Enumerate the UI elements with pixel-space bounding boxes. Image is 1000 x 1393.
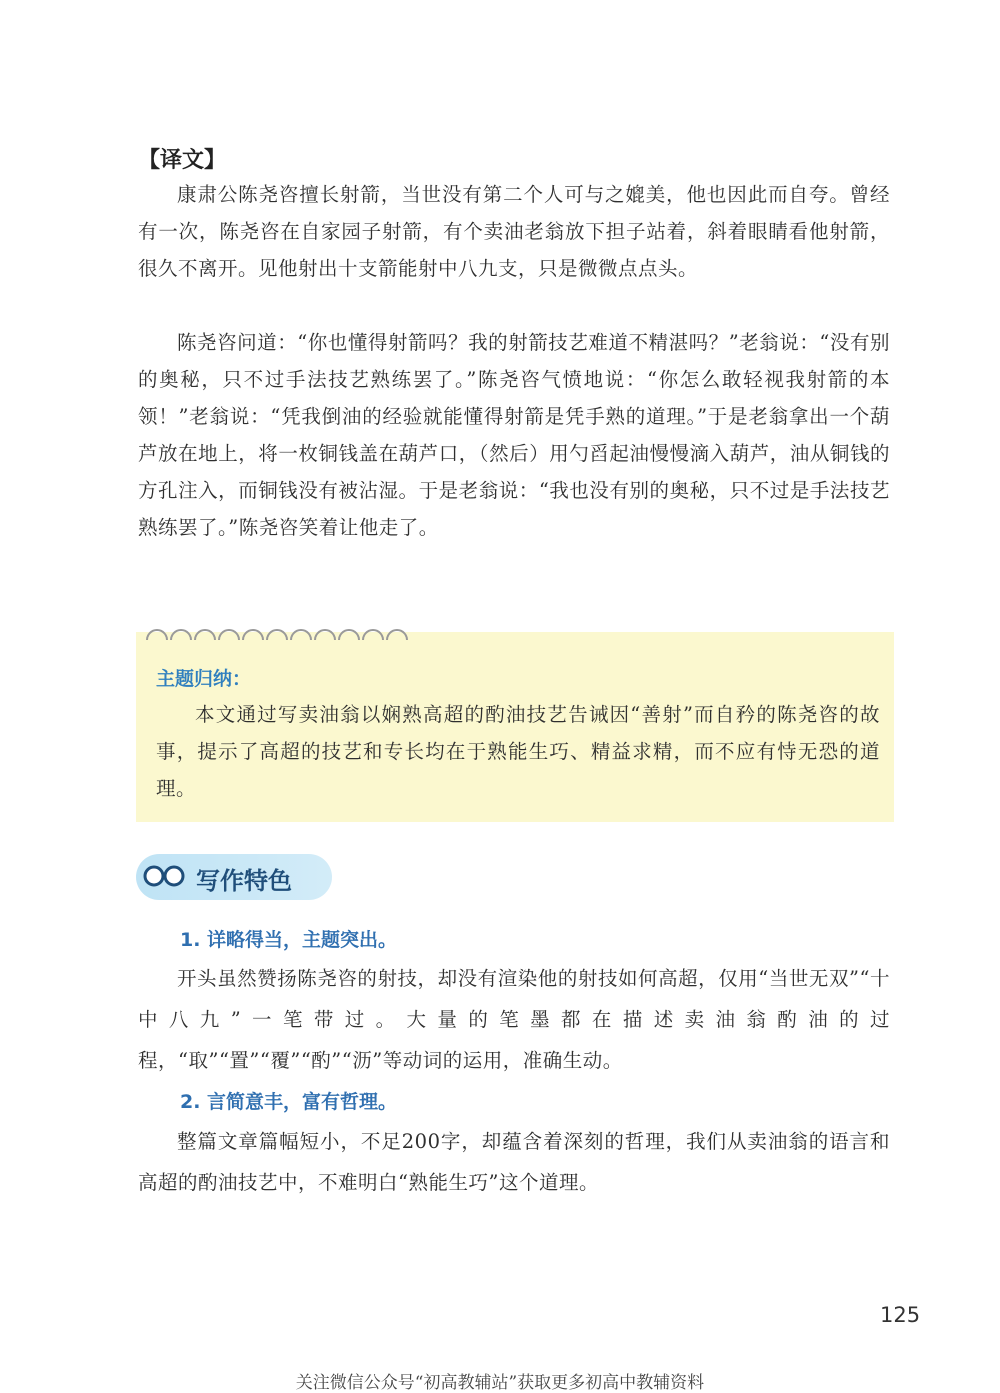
- feature-2-title: 2. 言简意丰，富有哲理。: [180, 1091, 398, 1113]
- feature-2-text: 整篇文章篇幅短小，不足200字，却蕴含着深刻的哲理，我们从卖油翁的语言和高超的酌油技艺中，不难明白“熟能生巧”这个道理。: [138, 1130, 890, 1194]
- theme-title: 主题归纳：: [156, 668, 252, 690]
- translation-heading: 【译文】: [138, 148, 227, 173]
- glasses-icon: [142, 862, 186, 890]
- translation-paragraph-2: 陈尧咨问道：“你也懂得射箭吗？我的射箭技艺难道不精湛吗？”老翁说：“没有别的奥秘，只不过手法技艺熟练罢了。”陈尧咨气愤地说：“你怎么敢轻视我射箭的本领！”老翁说：“凭我倒油的经验就能懂得射箭是凭手熟的道理。”于是老翁拿出一个葫芦放在地上，将一枚铜钱盖在葫芦口，（然后）用勺舀起油慢慢滴入葫芦，油从铜钱的方孔注入，而铜钱没有被沾湿。于是老翁说：“我也没有别的奥秘，只不过是手法技艺熟练罢了。”陈尧咨笑着让他走了。: [138, 331, 890, 539]
- writing-features-title: 写作特色: [196, 867, 292, 895]
- page-number: 125: [880, 1303, 921, 1327]
- feature-1-text: 开头虽然赞扬陈尧咨的射技，却没有渲染他的射技如何高超，仅用“当世无双”“十中八九”一笔带过。大量的笔墨都在描述卖油翁酌油的过程，“取”“置”“覆”“酌”“沥”等动词的运用，准确生动。: [138, 967, 890, 1072]
- feature-1-title: 1. 详略得当，主题突出。: [180, 929, 398, 951]
- spiral-binding-icon: [143, 618, 443, 648]
- translation-paragraph-1: 康肃公陈尧咨擅长射箭，当世没有第二个人可与之媲美，他也因此而自夸。曾经有一次，陈尧咨在自家园子射箭，有个卖油老翁放下担子站着，斜着眼睛看他射箭，很久不离开。见他射出十支箭能射中八九支，只是微微点点头。: [138, 183, 890, 280]
- footer-note: 关注微信公众号“初高教辅站”获取更多初高中教辅资料: [295, 1373, 705, 1393]
- theme-text: 本文通过写卖油翁以娴熟高超的酌油技艺告诫因“善射”而自矜的陈尧咨的故事，提示了高超的技艺和专长均在于熟能生巧、精益求精，而不应有恃无恐的道理。: [156, 703, 880, 800]
